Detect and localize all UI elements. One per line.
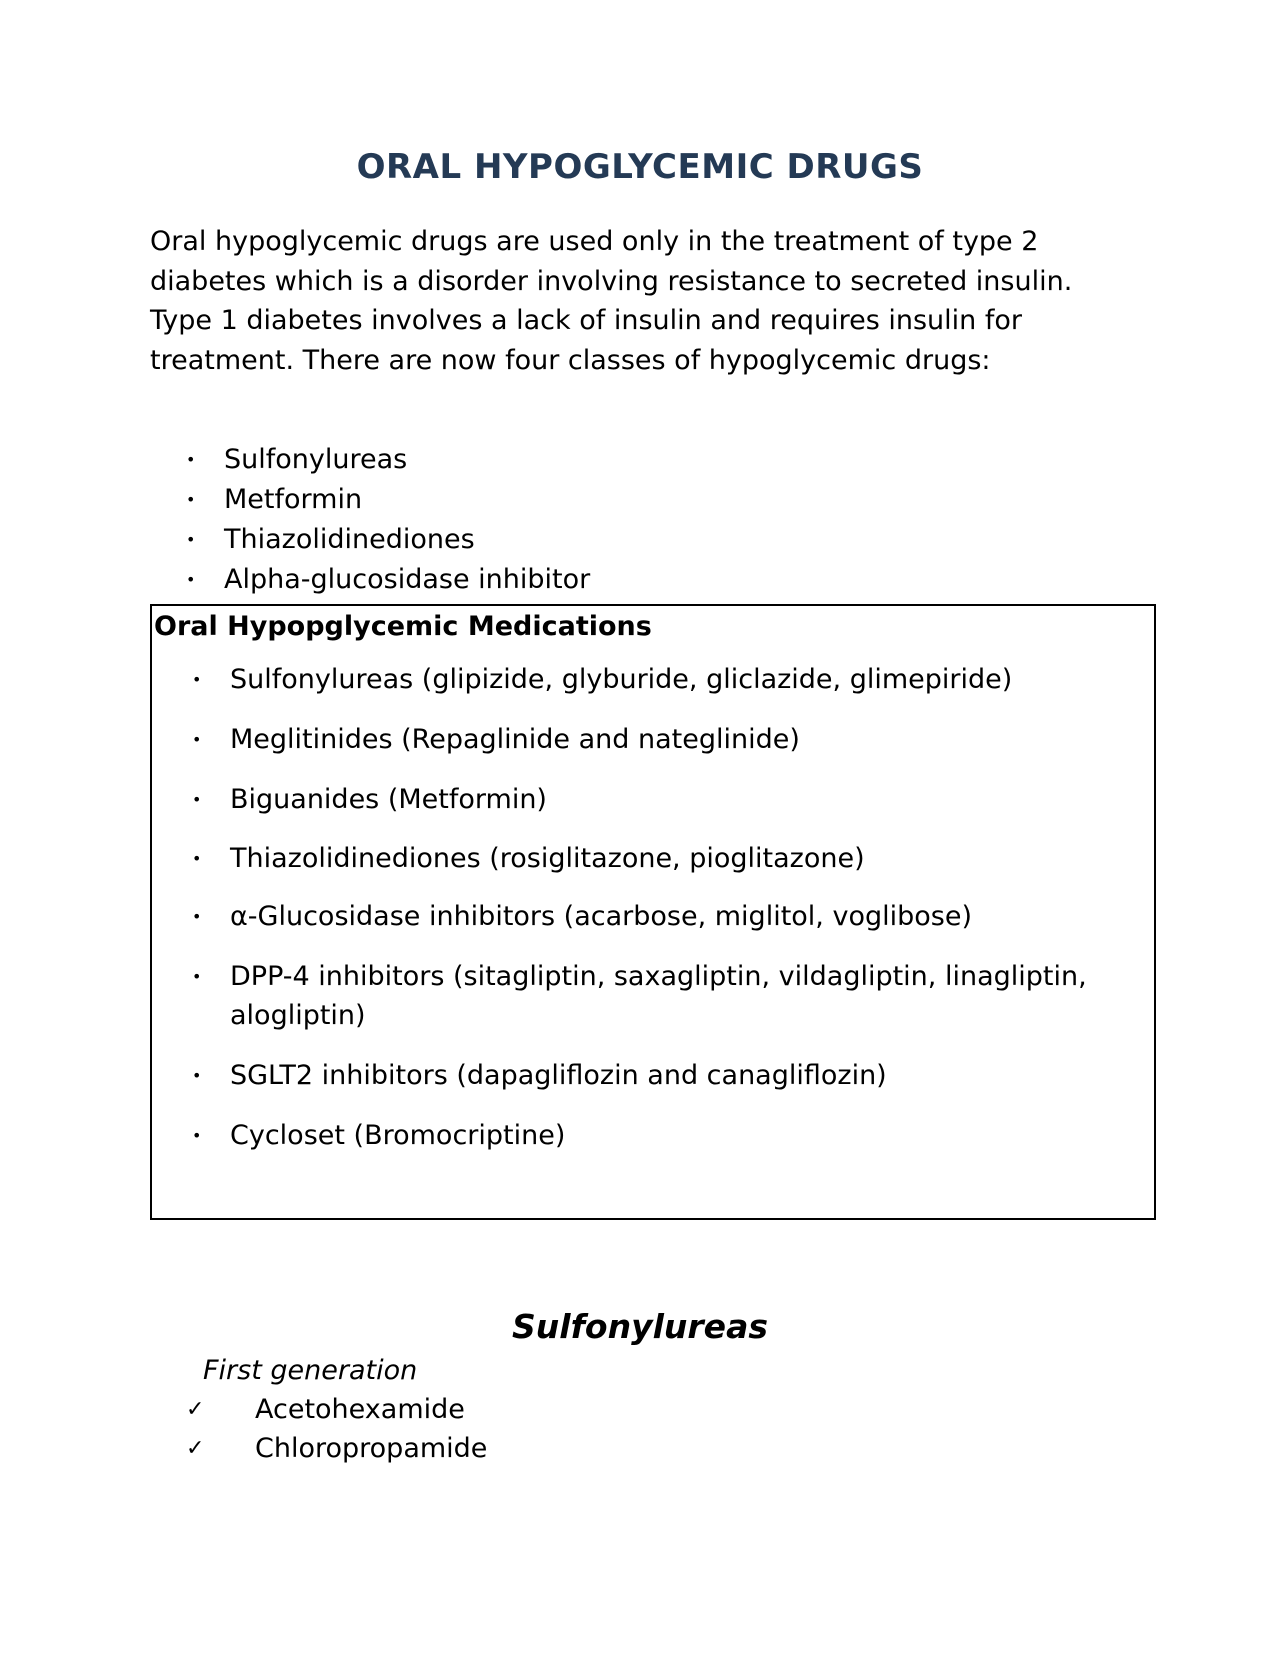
checkmark-icon: ✓ <box>186 1436 205 1461</box>
list-item <box>150 440 590 480</box>
list-item-label: DPP-4 inhibitors (sitagliptin, saxagliptin, vildagliptin, linagliptin, alogliptin) <box>230 961 1087 1031</box>
document-title: ORAL HYPOGLYCEMIC DRUGS <box>356 147 924 187</box>
bullet-icon: • <box>186 530 196 549</box>
list-item-label: Alpha-glucosidase inhibitor <box>224 564 591 595</box>
list-item <box>152 897 1112 936</box>
list-item <box>152 957 1112 1035</box>
list-item <box>152 780 1112 819</box>
checkmark-icon: ✓ <box>186 1397 205 1422</box>
list-item <box>150 1390 487 1429</box>
bullet-icon: • <box>186 490 196 509</box>
bullet-icon: • <box>192 1126 202 1145</box>
bullet-icon: • <box>192 1066 202 1085</box>
list-item-label: Meglitinides (Repaglinide and nateglinide) <box>230 724 800 755</box>
medications-box <box>150 604 1156 1220</box>
bullet-icon: • <box>192 790 202 809</box>
list-item <box>152 720 1112 759</box>
list-item <box>152 1056 1112 1095</box>
list-item-label: Thiazolidinediones (rosiglitazone, pioglitazone) <box>230 843 865 874</box>
list-item-label: Thiazolidinediones <box>224 524 475 555</box>
drug-classes-list <box>150 440 590 600</box>
list-item <box>152 839 1112 878</box>
list-item-label: Sulfonylureas (glipizide, glyburide, gliclazide, glimepiride) <box>230 664 1013 695</box>
medications-box-title: Oral Hypopglycemic Medications <box>154 611 652 642</box>
list-item-label: Sulfonylureas <box>224 444 408 475</box>
list-item <box>150 480 590 520</box>
list-item <box>150 560 590 600</box>
bullet-icon: • <box>192 730 202 749</box>
list-item-label: Cycloset (Bromocriptine) <box>230 1120 566 1151</box>
list-item-label: SGLT2 inhibitors (dapagliflozin and canagliflozin) <box>230 1060 887 1091</box>
bullet-icon: • <box>186 450 196 469</box>
list-item-label: Metformin <box>224 484 363 515</box>
list-item <box>150 520 590 560</box>
list-item <box>152 660 1112 699</box>
bullet-icon: • <box>192 967 202 986</box>
list-item-label: α-Glucosidase inhibitors (acarbose, miglitol, voglibose) <box>230 901 972 932</box>
section-title: Sulfonylureas <box>512 1307 768 1346</box>
bullet-icon: • <box>192 849 202 868</box>
list-item <box>152 1116 1112 1155</box>
list-item-label: Biguanides (Metformin) <box>230 784 547 815</box>
list-item-label: Chloropropamide <box>255 1433 488 1464</box>
section-subheading: First generation <box>203 1355 418 1386</box>
first-generation-list <box>150 1390 487 1468</box>
bullet-icon: • <box>186 570 196 589</box>
intro-paragraph: Oral hypoglycemic drugs are used only in the treatment of type 2 diabetes which is a disorder involving resistance to secreted insulin. Type 1 diabetes involves a lack of insulin and requires insulin for treatment. There are now four classes of hypoglycemic drugs: <box>150 226 1073 376</box>
bullet-icon: • <box>192 670 202 689</box>
list-item <box>150 1429 487 1468</box>
bullet-icon: • <box>192 907 202 926</box>
list-item-label: Acetohexamide <box>255 1394 465 1425</box>
